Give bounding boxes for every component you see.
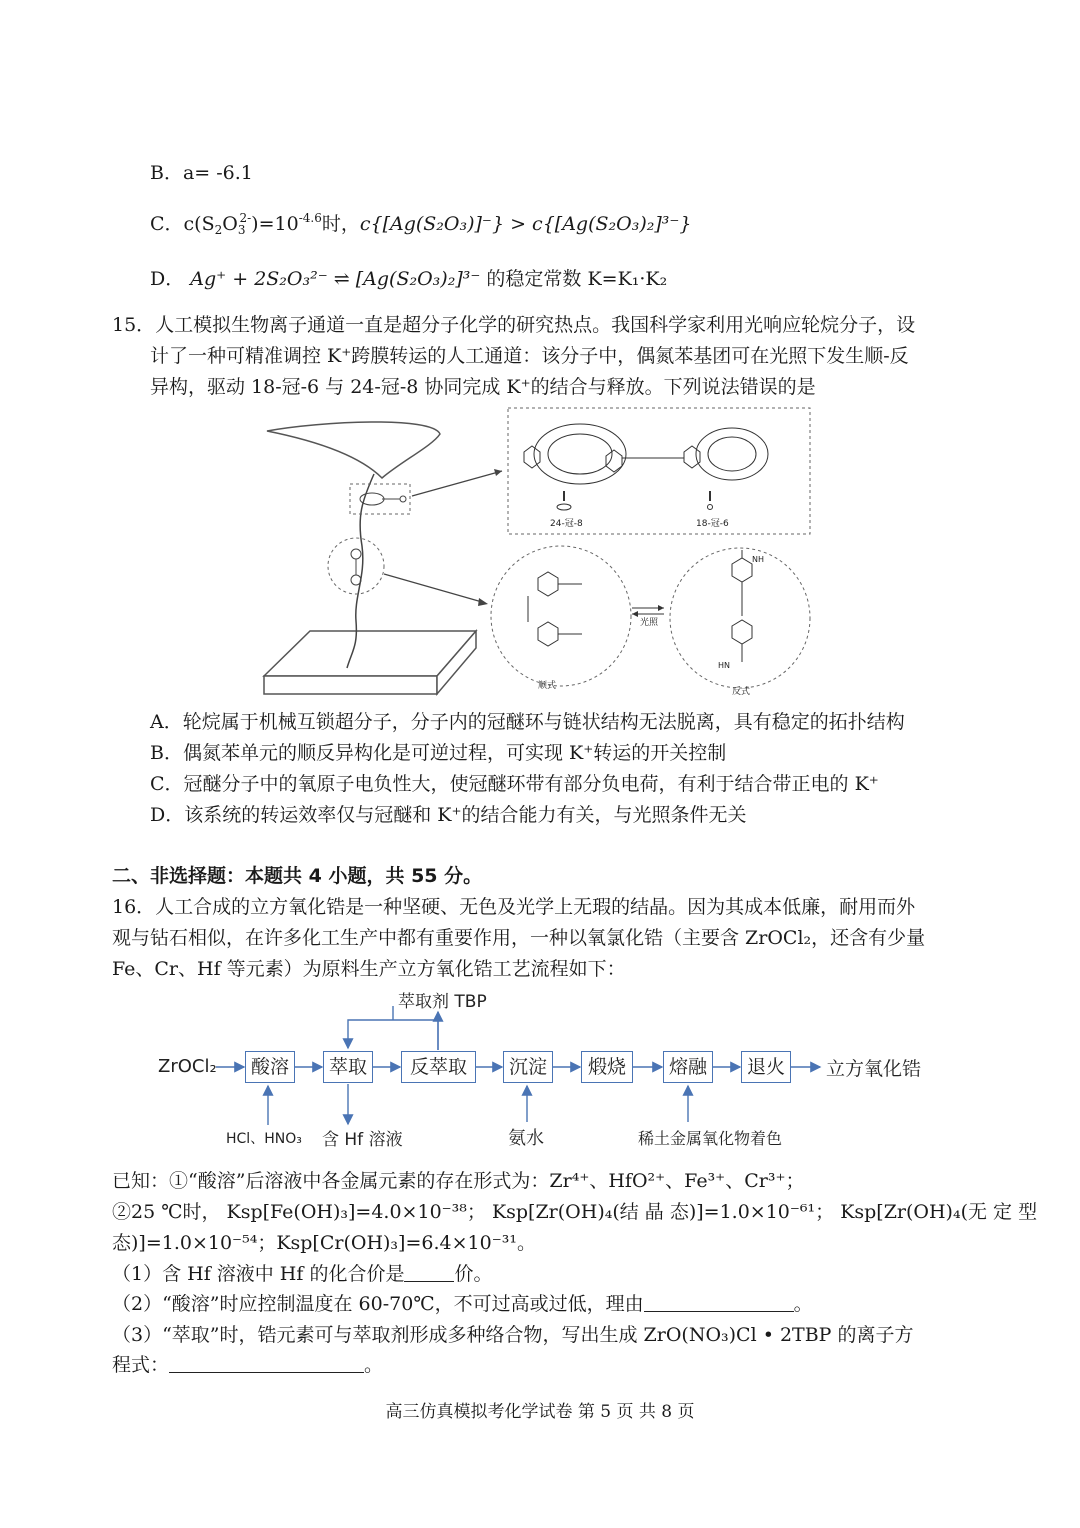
flow-label-acids: HCl、HNO₃ [226, 1131, 302, 1147]
crown-24-8-structure [524, 424, 626, 484]
q16-stem-line-2: 观与钻石相似，在许多化工生产中都有重要作用，一种以氧氯化锆（主要含 ZrOCl₂，还含有少量 [112, 927, 926, 949]
cis-isomer-circle [491, 546, 631, 686]
q14-option-d-suffix: 的稳定常数 K=K₁·K₂ [486, 268, 668, 290]
cis-label: 顺式 [538, 681, 557, 691]
flow-label-rare-earth: 稀土金属氧化物着色 [638, 1129, 783, 1148]
q14-option-d-prefix: D． [150, 268, 185, 290]
crown-24-8-label: 24-冠-8 [550, 519, 583, 529]
q14-option-c-when: 时， [321, 213, 360, 235]
q16-answer-blank-3[interactable] [169, 1352, 364, 1373]
flow-label-hf-solution: 含 Hf 溶液 [322, 1130, 403, 1150]
q14-option-d-equation: Ag⁺ + 2S₂O₃²⁻ ⇌ [Ag(S₂O₃)₂]³⁻ [190, 268, 481, 290]
q14-option-d [150, 266, 667, 292]
q15-stem-line-2: 计了一种可精准调控 K⁺跨膜转运的人工通道：该分子中，偶氮苯基团可在光照下发生顺-反 [150, 345, 909, 367]
q16-subquestion-2 [112, 1291, 813, 1317]
trans-hn-label: HN [718, 661, 730, 670]
membrane-slab [264, 631, 476, 694]
flow-step-back-extraction: 反萃取 [401, 1051, 476, 1083]
molecule-anchor [267, 422, 440, 478]
q15-stem-line-3: 异构，驱动 18-冠-6 与 24-冠-8 协同完成 K⁺的结合与释放。下列说法错误的是 [150, 376, 816, 398]
flow-step-melting: 熔融 [663, 1051, 713, 1083]
q16-known-2: ②25 ℃时， Ksp[Fe(OH)₃]=4.0×10⁻³⁸； Ksp[Zr(OH)₄(结 晶 态)]=1.0×10⁻⁶¹； Ksp[Zr(OH)₄(无 定 型 [112, 1201, 1038, 1223]
trans-nh-label: NH [752, 555, 764, 564]
q16-known-3: 态)]=1.0×10⁻⁵⁴；Ksp[Cr(OH)₃]=6.4×10⁻³¹。 [112, 1232, 536, 1254]
q16-known-1: 已知：①“酸溶”后溶液中各金属元素的存在形式为：Zr⁴⁺、HfO²⁺、Fe³⁺、Cr³⁺； [112, 1170, 805, 1192]
q16-subquestion-3-text: 程式： [112, 1354, 170, 1376]
q16-subquestion-1-text: （1）含 Hf 溶液中 Hf 的化合价是 [112, 1263, 405, 1285]
q14-option-c-expr: c{[Ag(S₂O₃)]⁻} > c{[Ag(S₂O₃)₂]³⁻} [359, 213, 692, 235]
q16-answer-blank-1[interactable] [404, 1261, 454, 1282]
q16-subquestion-3-line-1: （3）“萃取”时，锆元素可与萃取剂形成多种络合物，写出生成 ZrO(NO₃)Cl • 2TBP 的离子方 [112, 1324, 914, 1346]
q15-option-b: B．偶氮苯单元的顺反异构化是可逆过程，可实现 K⁺转运的开关控制 [150, 742, 727, 764]
flow-step-acid-dissolve: 酸溶 [245, 1051, 295, 1083]
crown-18-6-label: 18-冠-6 [696, 519, 729, 529]
flow-start-zrocl2: ZrOCl₂ [158, 1056, 217, 1077]
flow-step-precipitation: 沉淀 [503, 1051, 553, 1083]
q16-subquestion-3-tail: 。 [364, 1354, 384, 1376]
page-footer: 高三仿真模拟考化学试卷 第 5 页 共 8 页 [385, 1402, 695, 1422]
crown-18-6-structure [684, 428, 768, 480]
trans-isomer-circle [670, 548, 810, 688]
crown-ether-structure-box [508, 408, 810, 534]
q16-stem-line-3: Fe、Cr、Hf 等元素）为原料生产立方氧化锆工艺流程如下： [112, 958, 626, 980]
section-2-heading: 二、非选择题：本题共 4 小题，共 55 分。 [112, 865, 483, 887]
q16-subquestion-2-tail: 。 [793, 1293, 813, 1315]
flow-end-product: 立方氧化锆 [826, 1058, 922, 1080]
q16-stem-line-1: 16．人工合成的立方氧化锆是一种坚硬、无色及光学上无瑕的结晶。因为其成本低廉，耐用而外 [112, 896, 916, 918]
flow-label-tbp: 萃取剂 TBP [398, 992, 487, 1012]
flow-step-annealing: 退火 [741, 1051, 791, 1083]
q16-subquestion-1-tail: 价。 [454, 1263, 493, 1285]
crown-highlight-box [350, 484, 410, 514]
trans-label: 反式 [732, 687, 751, 697]
flow-step-extraction: 萃取 [323, 1051, 373, 1083]
q15-option-c: C．冠醚分子中的氧原子电负性大，使冠醚环带有部分负电荷，有利于结合带正电的 K⁺ [150, 773, 879, 795]
q15-stem-line-1: 15．人工模拟生物离子通道一直是超分子化学的研究热点。我国科学家利用光响应轮烷分子，设 [112, 314, 916, 336]
light-label: 光照 [640, 618, 659, 628]
flow-step-calcination: 煅烧 [581, 1051, 633, 1083]
q14-option-b: B．a= -6.1 [150, 162, 253, 184]
q15-option-a: A．轮烷属于机械互锁超分子，分子内的冠醚环与链状结构无法脱离，具有稳定的拓扑结构 [150, 711, 905, 733]
q15-option-d: D．该系统的转运效率仅与冠醚和 K⁺的结合能力有关，与光照条件无关 [150, 804, 747, 826]
flow-label-ammonia: 氨水 [508, 1128, 544, 1149]
rotaxane-figure [262, 406, 814, 700]
q16-subquestion-3-line-2 [112, 1352, 383, 1378]
q14-option-c: C．$c(S_2O_3^{2-})=10^{-4.6}$时，c{[Ag(S₂O₃)]⁻} > c{[Ag(S₂O₃)₂]³⁻} [150, 211, 692, 237]
q14-option-c-exp: -4.6 [298, 211, 322, 225]
q14-option-c-mid: )=10 [251, 213, 299, 235]
q16-subquestion-2-text: （2）“酸溶”时应控制温度在 60-70℃，不可过高或过低，理由 [112, 1293, 644, 1315]
q16-answer-blank-2[interactable] [644, 1291, 794, 1312]
q14-option-c-prefix: C．c(S [150, 213, 215, 235]
q16-subquestion-1 [112, 1261, 492, 1287]
